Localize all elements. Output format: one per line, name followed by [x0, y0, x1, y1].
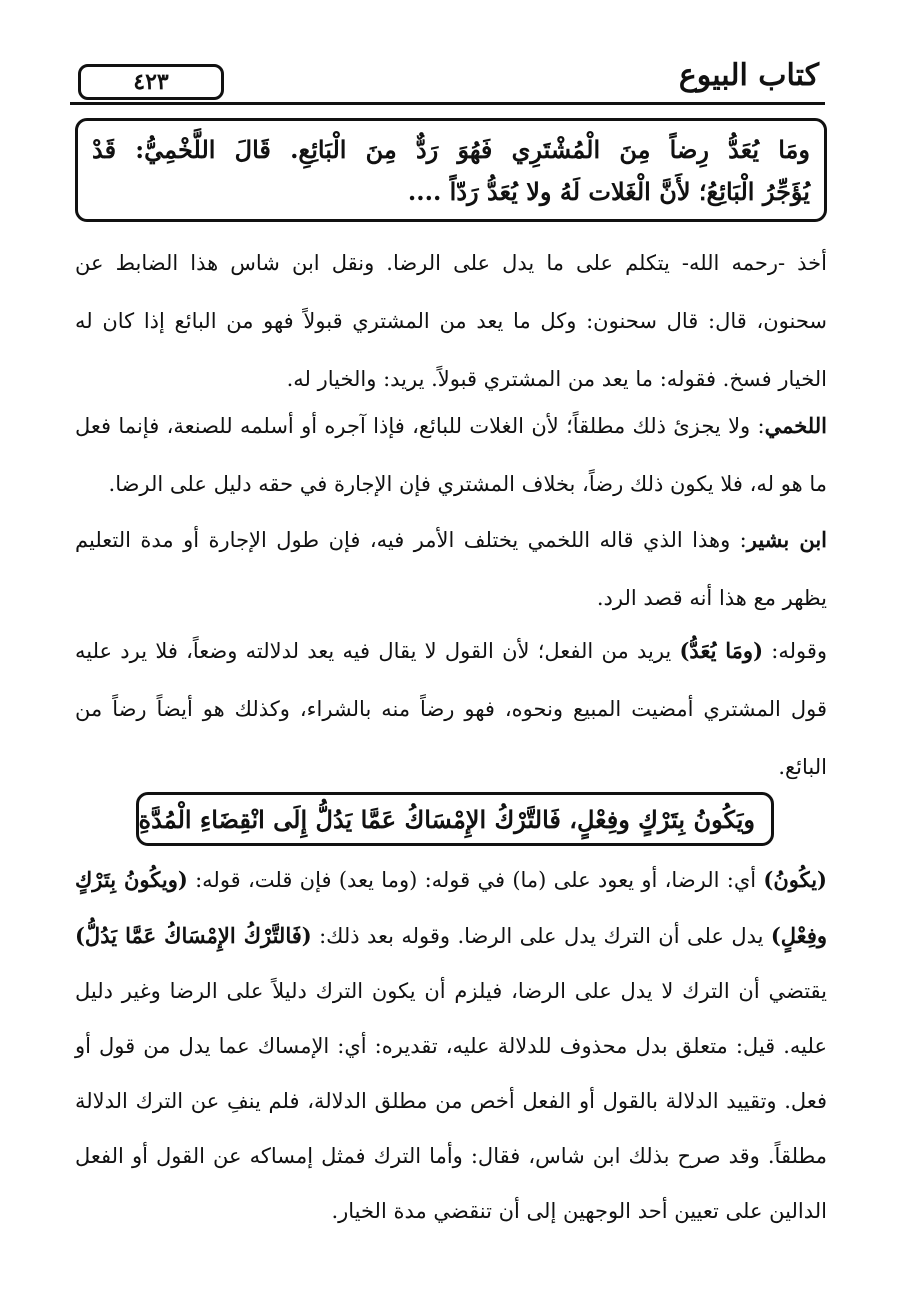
matn-line-1: ومَا يُعَدُّ رِضاً مِنَ الْمُشْتَرِي فَهُوَ رَدٌّ مِنَ الْبَائِعِ. قَالَ اللَّخْمِيُّ: قَدْ [92, 135, 810, 164]
paragraph-2-text: : ولا يجزئ ذلك مطلقاً؛ لأن الغلات للبائع، فإذا آجره أو أسلمه للصنعة، فإنما فعل ما هو له، فلا يكون ذلك رضاً، بخلاف المشتري فإن الإجارة في حقه دليل على الرضا. [75, 414, 827, 496]
matn-box-2 [136, 792, 774, 846]
matn-quote-3: (فَالتَّرْكُ الإِمْسَاكُ عَمَّا يَدُلُّ) [75, 923, 312, 948]
matn-quote-1: (يكُونُ) [763, 867, 827, 892]
page-number: ٤٢٣ [78, 64, 224, 100]
paragraph-5-text-3: يقتضي أن الترك لا يدل على الرضا، فيلزم أن يكون الترك دليلاً على الرضا وغير دليل عليه. قيل: متعلق بدل محذوف للدلالة عليه، تقديره: أي: الإمساك عما يدل من قول أو فعل. وتقييد الدلالة بالقول أو الفعل أخص من مطلق الدلالة، فلم ينفِ عن الترك الدلالة مطلقاً. وقد صرح بذلك ابن شاس، فقال: وأما الترك فمثل إمساكه عن القول أو الفعل الدالين على تعيين أحد الوجهين إلى أن تنقضي مدة الخيار. [75, 979, 827, 1223]
commentary-paragraph-5 [75, 852, 827, 1239]
paragraph-5-text-1: أي: الرضا، أو يعود على (ما) في قوله: (وما يعد) فإن قلت، قوله: [187, 868, 764, 892]
paragraph-5-text-2: يدل على أن الترك يدل على الرضا. وقوله بعد ذلك: [311, 924, 771, 948]
commentary-paragraph-4 [75, 622, 827, 796]
paragraph-4-prefix: وقوله: [763, 639, 828, 663]
paragraph-3-text: : وهذا الذي قاله اللخمي يختلف الأمر فيه، فإن طول الإجارة أو مدة التعليم يظهر مع هذا أنه قصد الرد. [75, 528, 827, 610]
matn-quote: (ومَا يُعَدُّ) [679, 638, 764, 663]
commentary-paragraph-2 [75, 397, 827, 513]
commentary-paragraph-3 [75, 511, 827, 627]
commentary-paragraph-1: أخذ -رحمه الله- يتكلم على ما يدل على الرضا. ونقل ابن شاس هذا الضابط عن سحنون، قال: قال سحنون: وكل ما يعد من المشتري قبولاً فهو من البائع إذا كان له الخيار فسخ. فقوله: ما يعد من المشتري قبولاً. يريد: والخيار له. [75, 251, 827, 391]
matn-line-3: ويَكُونُ بِتَرْكٍ وفِعْلٍ، فَالتَّرْكُ الإِمْسَاكُ عَمَّا يَدُلُّ إِلَى انْقِضَاءِ الْمُدَّةِ [138, 804, 755, 834]
scholar-name-lakhmi: اللخمي [764, 413, 827, 438]
scholar-name-ibn-bashir: ابن بشير [746, 527, 827, 552]
matn-line-2: يُؤَجِّرُ الْبَائِعُ؛ لأَنَّ الْغَلات لَهُ ولا يُعَدُّ رَدّاً .... [407, 177, 810, 206]
paragraph-4-text: يريد من الفعل؛ لأن القول لا يقال فيه يعد لدلالته وضعاً، فلا يرد عليه قول المشتري أمضيت المبيع ونحوه، فهو رضاً منه بالشراء، وكذلك هو أيضاً رضاً من البائع. [75, 639, 827, 779]
page-header [70, 56, 825, 105]
book-title: كتاب البيوع [678, 58, 819, 93]
matn-quote-2: (ويكُونُ بِتَرْكٍ وفِعْلٍ) [75, 867, 827, 948]
matn-box-1 [75, 118, 827, 222]
